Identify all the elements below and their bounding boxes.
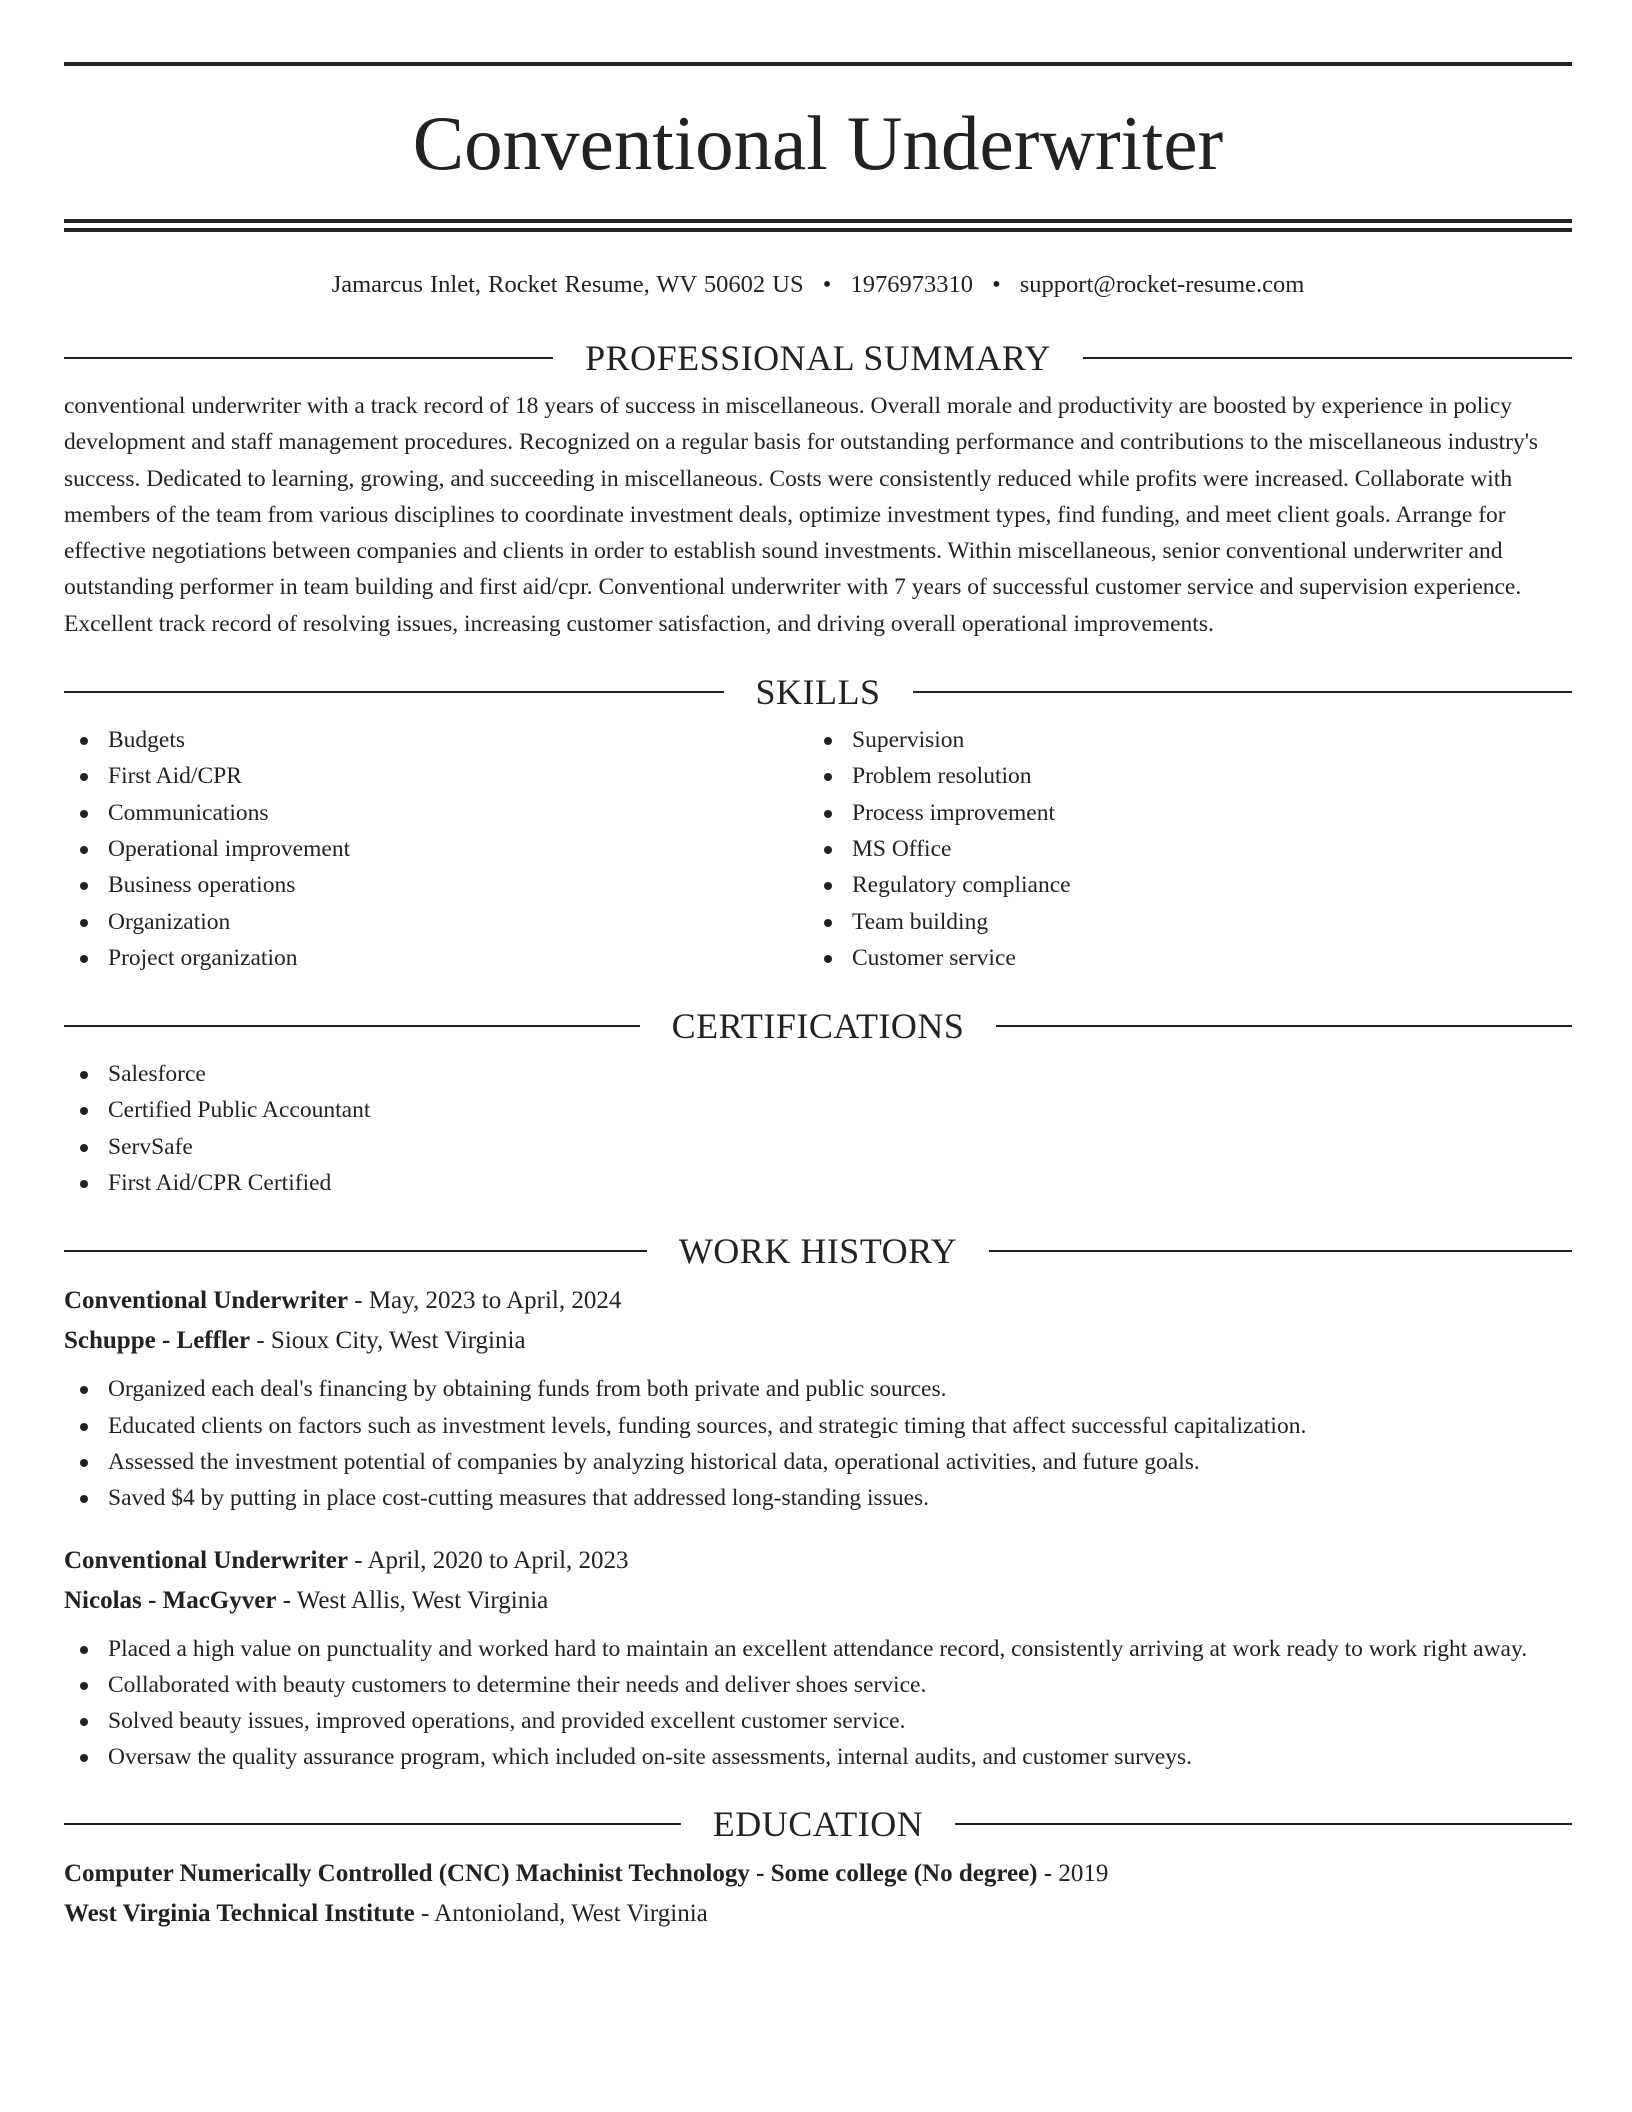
skills-title: SKILLS — [755, 672, 881, 713]
heading-rule — [64, 1025, 640, 1027]
certification-item: Salesforce — [64, 1056, 1572, 1092]
job-title-line — [64, 1541, 1572, 1581]
contact-separator: • — [992, 271, 1001, 298]
summary-title: PROFESSIONAL SUMMARY — [585, 338, 1051, 378]
skill-item: Organization — [64, 904, 808, 940]
job-company-line — [64, 1321, 1572, 1361]
job-title-line — [64, 1281, 1572, 1321]
job-bullet: Solved beauty issues, improved operations, and provided excellent customer service. — [64, 1703, 1572, 1739]
job-bullet: Assessed the investment potential of companies by analyzing historical data, operational activities, and future goals. — [64, 1444, 1572, 1480]
education-school-line — [64, 1894, 1572, 1934]
contact-line — [64, 268, 1572, 302]
certifications-title: CERTIFICATIONS — [671, 1006, 965, 1047]
certification-item: Certified Public Accountant — [64, 1092, 1572, 1128]
job-bullet: Oversaw the quality assurance program, which included on-site assessments, internal audits, and customer surveys. — [64, 1739, 1572, 1775]
job-company-line — [64, 1581, 1572, 1621]
education-title: EDUCATION — [712, 1803, 924, 1844]
skill-item: Project organization — [64, 940, 808, 976]
skills-list-left — [64, 722, 808, 976]
education-heading — [64, 1804, 1572, 1844]
job-dates: - May, 2023 to April, 2024 — [348, 1287, 622, 1315]
education-degree-line — [64, 1854, 1572, 1894]
job-dates: - April, 2020 to April, 2023 — [348, 1546, 629, 1574]
job-company: Schuppe - Leffler — [64, 1327, 251, 1355]
skill-item: Business operations — [64, 867, 808, 903]
job-bullet: Educated clients on factors such as investment levels, funding sources, and strategic timing that affect successful capitalization. — [64, 1408, 1572, 1444]
skill-item: Operational improvement — [64, 831, 808, 867]
job-title: Conventional Underwriter — [64, 1287, 348, 1315]
contact-email[interactable]: support@rocket-resume.com — [1019, 271, 1305, 298]
work-title: WORK HISTORY — [678, 1231, 958, 1272]
skill-item: Process improvement — [808, 795, 1552, 831]
job-bullet: Collaborated with beauty customers to determine their needs and deliver shoes service. — [64, 1667, 1572, 1703]
skill-item: Communications — [64, 795, 808, 831]
heading-rule — [996, 1025, 1572, 1027]
skill-item: Supervision — [808, 722, 1552, 758]
job-bullet: Saved $4 by putting in place cost-cutting measures that addressed long-standing issues. — [64, 1480, 1572, 1516]
skills-list-right — [808, 722, 1552, 976]
job-title: Conventional Underwriter — [64, 1546, 348, 1574]
resume-page — [64, 62, 1572, 1934]
certifications-heading — [64, 1006, 1572, 1046]
summary-heading — [64, 338, 1572, 378]
education-location: - Antonioland, West Virginia — [414, 1899, 708, 1927]
job-location: - West Allis, West Virginia — [276, 1586, 549, 1614]
heading-rule — [64, 691, 724, 693]
certification-item: ServSafe — [64, 1129, 1572, 1165]
heading-rule — [64, 1250, 647, 1252]
job-bullet: Organized each deal's financing by obtaining funds from both private and public sources. — [64, 1371, 1572, 1407]
job-entry — [64, 1541, 1572, 1776]
certifications-list — [64, 1056, 1572, 1201]
certification-item: First Aid/CPR Certified — [64, 1165, 1572, 1201]
contact-address: Jamarcus Inlet, Rocket Resume, WV 50602 US — [331, 271, 804, 298]
heading-rule — [989, 1250, 1572, 1252]
job-bullet: Placed a high value on punctuality and worked hard to maintain an excellent attendance record, consistently arriving at work ready to work right away. — [64, 1631, 1572, 1667]
summary-text: conventional underwriter with a track record of 18 years of success in miscellaneous. Overall morale and productivity are boosted by experience in policy development and staff management procedures. Recognized on a regular basis for outstanding performance and contributions to the miscellaneous industry's success. Dedicated to learning, growing, and succeeding in miscellaneous. Costs were consistently reduced while profits were increased. Collaborate with members of the team from various disciplines to coordinate investment deals, optimize investment types, find funding, and meet client goals. Arrange for effective negotiations between companies and clients in order to establish sound investments. Within miscellaneous, senior conventional underwriter and outstanding performer in team building and first aid/cpr. Conventional underwriter with 7 years of successful customer service and supervision experience. Excellent track record of resolving issues, increasing customer satisfaction, and driving overall operational improvements. — [64, 393, 1539, 637]
header-double-rule — [64, 219, 1572, 232]
skill-item: Problem resolution — [808, 758, 1552, 794]
education-year: - 2019 — [1037, 1859, 1109, 1887]
education-school: West Virginia Technical Institute — [64, 1899, 415, 1927]
skill-item: Customer service — [808, 940, 1552, 976]
education-degree: Computer Numerically Controlled (CNC) Machinist Technology - Some college (No degree) — [64, 1859, 1038, 1887]
heading-rule — [955, 1823, 1572, 1825]
heading-rule — [64, 357, 553, 359]
contact-phone[interactable]: 1976973310 — [850, 271, 973, 298]
heading-rule — [1083, 357, 1572, 359]
skill-item: Budgets — [64, 722, 808, 758]
skills-grid — [64, 722, 1572, 976]
job-bullets — [64, 1371, 1572, 1516]
job-location: - Sioux City, West Virginia — [250, 1327, 526, 1355]
job-bullets — [64, 1631, 1572, 1776]
heading-rule — [913, 691, 1573, 693]
heading-rule — [64, 1823, 681, 1825]
skill-item: Team building — [808, 904, 1552, 940]
job-company: Nicolas - MacGyver — [64, 1586, 277, 1614]
top-rule — [64, 62, 1572, 66]
skill-item: Regulatory compliance — [808, 867, 1552, 903]
work-heading — [64, 1231, 1572, 1271]
skill-item: MS Office — [808, 831, 1552, 867]
skill-item: First Aid/CPR — [64, 758, 808, 794]
job-entry — [64, 1281, 1572, 1516]
candidate-name: Conventional Underwriter — [412, 100, 1224, 186]
contact-separator: • — [822, 271, 832, 298]
skills-heading — [64, 672, 1572, 712]
